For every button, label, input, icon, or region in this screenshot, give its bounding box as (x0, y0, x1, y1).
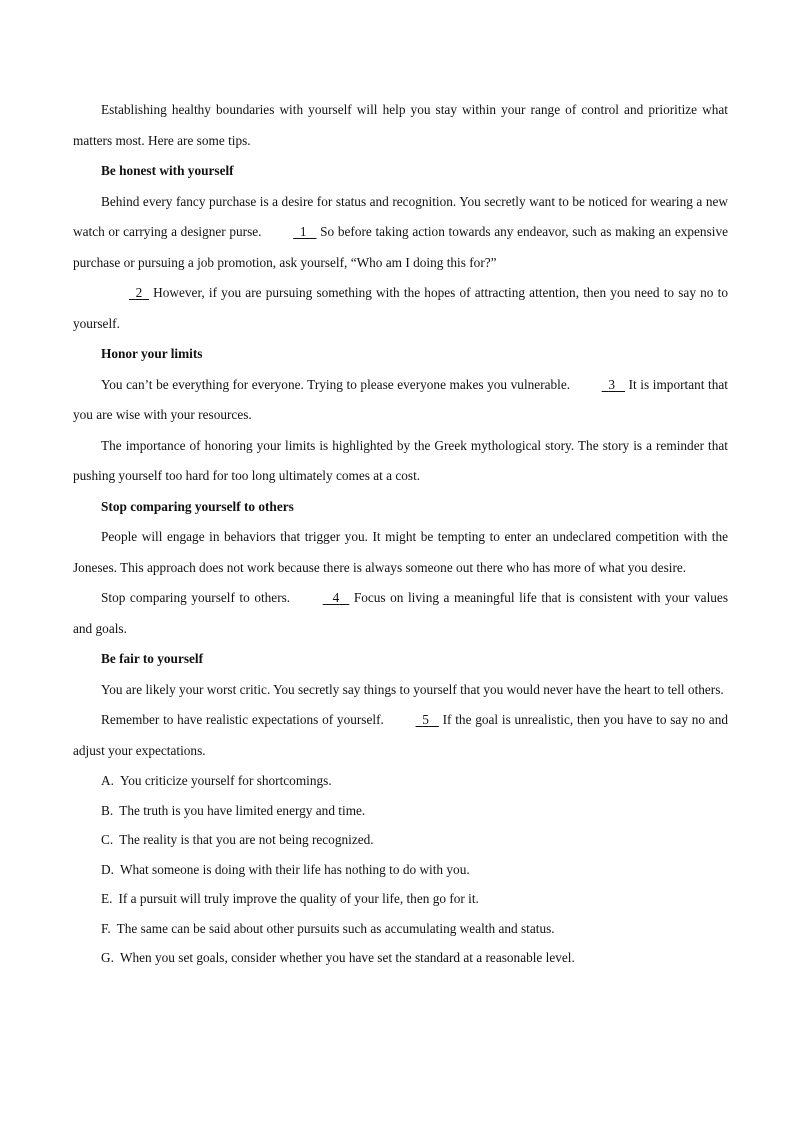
option-text: What someone is doing with their life has nothing to do with you. (119, 861, 470, 877)
option-letter: D. (101, 861, 114, 877)
paragraph-fair-1: You are likely your worst critic. You secretly say things to yourself that you would never have the heart to tell others. (101, 681, 724, 697)
paragraph-limits-2: The importance of honoring your limits is highlighted by the Greek mythological story. The story is a reminder that pushing yourself too hard for too long ultimately comes at a cost. (73, 437, 728, 483)
paragraph-honest-2 (73, 278, 728, 339)
text-segment: However, if you are pursuing something with the hopes of attracting attention, then you need to say no to yourself. (73, 285, 728, 331)
paragraph-comparing-1: People will engage in behaviors that trigger you. It might be tempting to enter an undeclared competition with the Joneses. This approach does not work because there is always someone out there who has more of what you desire. (73, 529, 728, 575)
section-heading-comparing: Stop comparing yourself to others (101, 498, 294, 514)
option-text: You criticize yourself for shortcomings. (119, 773, 332, 788)
blank-1: 1 (299, 224, 307, 239)
section-heading-limits: Honor your limits (101, 346, 203, 361)
option-text: When you set goals, consider whether you have set the standard at a reasonable level. (119, 950, 575, 965)
text-segment: Behind every fancy purchase is a desire for status and recognition. You secretly want to be noticed for wearing a new watch or carrying a designer purse. (73, 193, 728, 239)
option-f (73, 914, 728, 944)
blank-2: 2 (135, 285, 143, 300)
text-segment: Focus on living a meaningful life that is consistent with your values and goals. (73, 590, 728, 636)
option-letter: C. (101, 832, 114, 847)
text-segment: If the goal is unrealistic, then you have to say no and adjust your expectations. (73, 712, 728, 758)
intro-paragraph: Establishing healthy boundaries with yourself will help you stay within your range of control and prioritize what matters most. Here are some tips. (73, 102, 728, 148)
option-a (73, 766, 728, 796)
option-g (73, 943, 728, 973)
blank-4: 4 (332, 590, 340, 605)
option-c (73, 825, 728, 855)
paragraph-comparing-2 (73, 583, 728, 644)
option-b (73, 796, 728, 826)
option-letter: A. (101, 773, 114, 788)
option-letter: E. (101, 891, 113, 906)
option-text: The truth is you have limited energy and time. (119, 802, 366, 818)
text-segment: It is important that you are wise with your resources. (73, 376, 728, 422)
blank-5: 5 (422, 712, 429, 727)
text-segment: Stop comparing yourself to others. (101, 590, 295, 605)
paragraph-fair-2 (73, 705, 728, 766)
option-text: The same can be said about other pursuits such as accumulating wealth and status. (116, 920, 555, 936)
option-letter: G. (101, 950, 114, 965)
document-page (73, 95, 728, 973)
option-e (73, 884, 728, 914)
text-segment: So before taking action towards any endeavor, such as making an expensive purchase or pursuing a job promotion, ask yourself, “Who am I doing this for?” (73, 224, 728, 270)
text-segment: You can’t be everything for everyone. Trying to please everyone makes you vulnerable. (101, 376, 574, 392)
option-text: The reality is that you are not being recognized. (119, 832, 374, 847)
option-text: If a pursuit will truly improve the quality of your life, then go for it. (118, 891, 479, 906)
section-heading-honest: Be honest with yourself (101, 163, 234, 178)
blank-3: 3 (608, 376, 616, 392)
section-heading-fair: Be fair to yourself (101, 651, 204, 666)
option-letter: F. (101, 920, 111, 936)
paragraph-honest-1 (73, 187, 728, 279)
paragraph-limits-1 (73, 370, 728, 431)
option-d (73, 855, 728, 885)
text-segment: Remember to have realistic expectations of yourself. (101, 712, 388, 727)
option-letter: B. (101, 802, 114, 818)
